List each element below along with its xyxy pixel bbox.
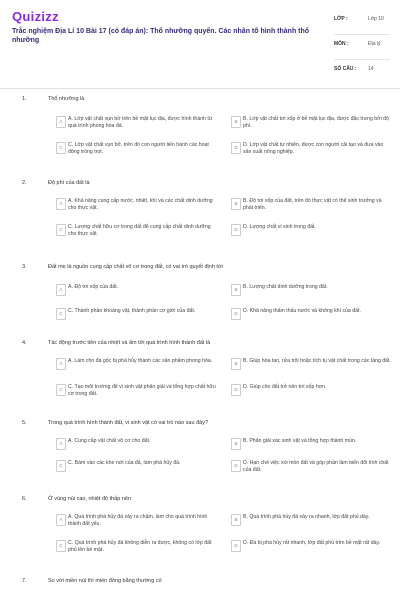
option-label: D — [231, 540, 241, 552]
question-line — [16, 574, 400, 590]
option-text: A. Làm cho đá gốc bị phá hủy thành các sản phẩm phong hóa. — [68, 358, 213, 364]
option-text: B. Phân giải xác sinh vật và tổng hợp thành mùn. — [243, 438, 357, 444]
meta-grade-key: LỚP : — [334, 16, 348, 22]
question-number: 6. — [22, 496, 27, 502]
option-label: B — [231, 116, 241, 128]
meta-count-key: SỐ CÂU : — [334, 66, 357, 72]
option-text: A. Độ tơi xốp của đất. — [68, 284, 119, 290]
option-text: B. Quá trình phá hủy đá xảy ra nhanh, lớp đất phủ dày. — [243, 514, 370, 520]
question-1 — [16, 92, 400, 158]
question-number: 5. — [22, 420, 27, 426]
question-text: Trong quá trình hình thành đất, vi sinh vật có vai trò nào sau đây? — [48, 420, 209, 426]
options-grid — [56, 508, 400, 558]
meta-subject-value: Địa lý — [368, 41, 381, 47]
option-label: C — [56, 384, 66, 396]
option-text: B. Lớp vật chất tơi xốp ở bề mặt lục địa, được đặc trưng bởi độ phì. — [243, 116, 389, 129]
worksheet-title: Trắc nghiệm Địa Lí 10 Bài 17 (có đáp án): Thổ nhưỡng quyển. Các nhân tố hình thành thổ nhưỡng — [12, 28, 310, 44]
option-text: A. Quá trình phá hủy đá xảy ra chậm, làm cho quá trình hình thành đất yếu. — [68, 514, 208, 527]
option-label: B — [231, 358, 241, 370]
options-grid — [56, 352, 400, 402]
option-text: B. Lượng chất dinh dưỡng trong đất. — [243, 284, 328, 290]
option-label: A — [56, 198, 66, 210]
option-label: C — [56, 142, 66, 154]
option-text: B. Giúp hòa tan, rửa trôi hoặc tích tụ vật chất trong các tầng đất. — [243, 358, 391, 364]
question-7 — [16, 574, 400, 590]
option-text: B. Độ tơi xốp của đất, trên đó thực vật có thể sinh trưởng và phát triển. — [243, 198, 382, 211]
option-label: D — [231, 142, 241, 154]
option-label: B — [231, 514, 241, 526]
question-6 — [16, 492, 400, 558]
question-number: 1. — [22, 96, 27, 102]
question-line — [16, 260, 400, 276]
option-label: C — [56, 540, 66, 552]
option-text: A. Lớp vật chất vụn bở trên bề mặt lục địa, được hình thành từ quá trình phong hóa đá. — [68, 116, 213, 129]
option-label: C — [56, 224, 66, 236]
question-number: 4. — [22, 340, 27, 346]
question-3 — [16, 260, 400, 326]
option-text: D. Khả năng thấm thấu nước và không khí của đất. — [243, 308, 361, 314]
option-label: D — [231, 224, 241, 236]
question-4 — [16, 336, 400, 402]
question-line — [16, 416, 400, 432]
option-text: D. Hạn chế việc xói mòn đất và góp phần làm biến đổi tính chất của đất. — [243, 460, 389, 473]
option-text: C. Bám vào các khe nứt của đá, làm phá hủy đá. — [68, 460, 181, 466]
question-line — [16, 92, 400, 108]
question-text: Độ phì của đất là — [48, 180, 90, 186]
meta-divider — [334, 34, 390, 35]
option-label: A — [56, 358, 66, 370]
option-text: C. Tạo môi trường để vi sinh vật phân giải và tổng hợp chất hữu cơ trong đất. — [68, 384, 216, 397]
option-label: A — [56, 514, 66, 526]
option-text: C. Thành phần khoáng vật, thành phần cơ giới của đất. — [68, 308, 196, 314]
option-text: D. Giúp cho đất trở nên tơi xốp hơn. — [243, 384, 327, 390]
question-text: Ở vùng núi cao, nhiệt độ thấp nên — [48, 496, 131, 502]
meta-count-value: 14 — [368, 66, 374, 72]
worksheet-header — [0, 0, 400, 89]
question-text: Tác động trước tiên của nhiệt và ẩm tới quá trình hình thành đất là — [48, 340, 211, 346]
question-number: 7. — [22, 578, 27, 584]
option-label: C — [56, 308, 66, 320]
options-grid — [56, 432, 400, 482]
question-line — [16, 176, 400, 192]
question-2 — [16, 176, 400, 242]
question-5 — [16, 416, 400, 482]
option-label: D — [231, 308, 241, 320]
option-label: D — [231, 384, 241, 396]
question-text: Đất mẹ là nguồn cung cấp chất vô cơ trong đất, có vai trò quyết định tới — [48, 264, 223, 270]
question-text: Thổ nhưỡng là — [48, 96, 85, 102]
question-number: 3. — [22, 264, 27, 270]
question-number: 2. — [22, 180, 27, 186]
options-grid — [56, 276, 400, 326]
option-text: C. Quá trình phá hủy đá không diễn ra được, không có lớp đất phủ lên bề mặt. — [68, 540, 212, 553]
quizizz-logo[interactable]: Quizizz — [12, 9, 59, 24]
option-text: D. Đá bị phá hủy rất nhanh, lớp đất phủ trên bề mặt rất dày. — [243, 540, 381, 546]
option-label: B — [231, 284, 241, 296]
options-grid — [56, 108, 400, 158]
meta-subject-key: MÔN : — [334, 41, 349, 47]
question-text: So với miền núi thì miền đồng bằng thường có — [48, 578, 162, 584]
option-label: D — [231, 460, 241, 472]
option-text: D. Lớp vật chất tự nhiên, được con người cải tạo và đưa vào sản xuất nông nghiệp. — [243, 142, 384, 155]
option-label: A — [56, 116, 66, 128]
option-text: A. Cung cấp vật chất vô cơ cho đất. — [68, 438, 151, 444]
option-label: A — [56, 284, 66, 296]
meta-divider — [334, 59, 390, 60]
option-text: C. Lớp vật chất vụn bở, trên đó con người tiến hành các hoạt động trồng trọt. — [68, 142, 209, 155]
options-grid — [56, 192, 400, 242]
option-text: D. Lượng chất vi sinh trong đất. — [243, 224, 316, 230]
option-label: B — [231, 198, 241, 210]
option-label: A — [56, 438, 66, 450]
question-line — [16, 336, 400, 352]
option-text: A. Khả năng cung cấp nước, nhiệt, khí và các chất dinh dưỡng cho thực vật. — [68, 198, 213, 211]
option-label: C — [56, 460, 66, 472]
option-text: C. Lượng chất hữu cơ trong đất để cung cấp chất dinh dưỡng cho thực vật. — [68, 224, 211, 237]
meta-grade-value: Lớp 10 — [368, 16, 384, 22]
question-line — [16, 492, 400, 508]
option-label: B — [231, 438, 241, 450]
